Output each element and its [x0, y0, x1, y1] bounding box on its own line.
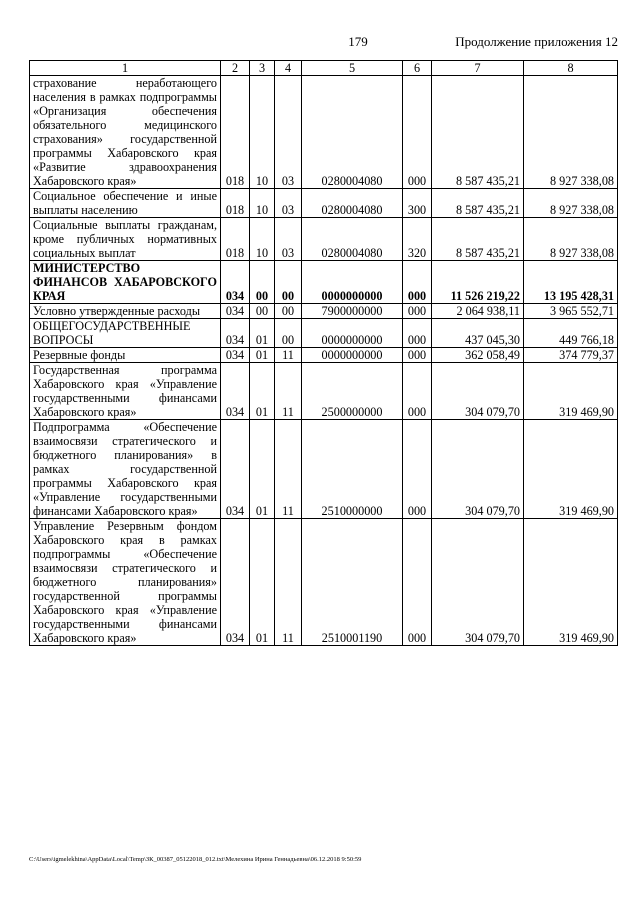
amount-year2-cell: 13 195 428,31 — [524, 261, 618, 304]
column-header: 2 — [221, 61, 250, 76]
amount-year2-cell: 319 469,90 — [524, 519, 618, 646]
ministry-code-cell: 034 — [221, 363, 250, 420]
amount-year2-cell: 319 469,90 — [524, 420, 618, 519]
column-header: 5 — [302, 61, 403, 76]
row-name-cell: Социальное обеспечение и иные выплаты населению — [30, 189, 221, 218]
amount-year2-cell: 3 965 552,71 — [524, 304, 618, 319]
table-row — [30, 218, 618, 261]
amount-year2-cell: 8 927 338,08 — [524, 76, 618, 189]
column-header: 4 — [275, 61, 302, 76]
expense-type-cell: 320 — [403, 218, 432, 261]
amount-year1-cell: 11 526 219,22 — [432, 261, 524, 304]
row-name-cell: Социальные выплаты гражданам, кроме публичных нормативных социальных выплат — [30, 218, 221, 261]
ministry-code-cell: 018 — [221, 76, 250, 189]
subsection-code-cell: 00 — [275, 261, 302, 304]
expense-type-cell: 000 — [403, 76, 432, 189]
table-row — [30, 304, 618, 319]
row-name-cell: Условно утвержденные расходы — [30, 304, 221, 319]
column-header: 7 — [432, 61, 524, 76]
row-name-cell: Управление Резервным фондом Хабаровского края в рамках подпрограммы «Обеспечение взаимосвязи стратегического и бюджетного планирования» государственной программы Хабаровского края «Управление государственными финансами Хабаровского края» — [30, 519, 221, 646]
target-article-cell: 0000000000 — [302, 319, 403, 348]
amount-year1-cell: 304 079,70 — [432, 420, 524, 519]
ministry-code-cell: 018 — [221, 189, 250, 218]
expense-type-cell: 000 — [403, 519, 432, 646]
row-name-cell: страхование неработающего населения в рамках подпрограммы «Организация обеспечения обязательного медицинского страхования» государственной программы Хабаровского края «Развитие здравоохранения Хабаровского края» — [30, 76, 221, 189]
amount-year1-cell: 8 587 435,21 — [432, 218, 524, 261]
amount-year2-cell: 374 779,37 — [524, 348, 618, 363]
amount-year1-cell: 8 587 435,21 — [432, 76, 524, 189]
section-code-cell: 10 — [250, 218, 275, 261]
table-row — [30, 319, 618, 348]
ministry-code-cell: 018 — [221, 218, 250, 261]
table-row — [30, 519, 618, 646]
subsection-code-cell: 11 — [275, 348, 302, 363]
column-header: 1 — [30, 61, 221, 76]
subsection-code-cell: 03 — [275, 218, 302, 261]
subsection-code-cell: 11 — [275, 420, 302, 519]
ministry-code-cell: 034 — [221, 420, 250, 519]
amount-year1-cell: 437 045,30 — [432, 319, 524, 348]
column-header: 3 — [250, 61, 275, 76]
amount-year2-cell: 8 927 338,08 — [524, 218, 618, 261]
amount-year1-cell: 304 079,70 — [432, 519, 524, 646]
section-code-cell: 10 — [250, 76, 275, 189]
target-article-cell: 2500000000 — [302, 363, 403, 420]
ministry-code-cell: 034 — [221, 319, 250, 348]
expense-type-cell: 300 — [403, 189, 432, 218]
continuation-label: Продолжение приложения 12 — [455, 34, 618, 49]
table-row — [30, 420, 618, 519]
amount-year2-cell: 8 927 338,08 — [524, 189, 618, 218]
row-name-cell: ОБЩЕГОСУДАРСТВЕННЫЕ ВОПРОСЫ — [30, 319, 221, 348]
expense-type-cell: 000 — [403, 363, 432, 420]
column-header: 6 — [403, 61, 432, 76]
table-row — [30, 348, 618, 363]
ministry-code-cell: 034 — [221, 348, 250, 363]
expense-type-cell: 000 — [403, 261, 432, 304]
target-article-cell: 0280004080 — [302, 189, 403, 218]
amount-year1-cell: 362 058,49 — [432, 348, 524, 363]
expense-type-cell: 000 — [403, 319, 432, 348]
section-code-cell: 00 — [250, 304, 275, 319]
target-article-cell: 0280004080 — [302, 218, 403, 261]
row-name-cell: Подпрограмма «Обеспечение взаимосвязи стратегического и бюджетного планирования» в рамках государственной программы Хабаровского края «Управление государственными финансами Хабаровского края» — [30, 420, 221, 519]
budget-table — [29, 60, 618, 646]
table-header-row — [30, 61, 618, 76]
table-row — [30, 76, 618, 189]
section-code-cell: 01 — [250, 319, 275, 348]
amount-year2-cell: 319 469,90 — [524, 363, 618, 420]
amount-year1-cell: 2 064 938,11 — [432, 304, 524, 319]
table-row — [30, 189, 618, 218]
target-article-cell: 0000000000 — [302, 348, 403, 363]
section-code-cell: 10 — [250, 189, 275, 218]
subsection-code-cell: 03 — [275, 76, 302, 189]
row-name-cell: Резервные фонды — [30, 348, 221, 363]
subsection-code-cell: 11 — [275, 363, 302, 420]
table-row — [30, 261, 618, 304]
subsection-code-cell: 00 — [275, 304, 302, 319]
subsection-code-cell: 03 — [275, 189, 302, 218]
section-code-cell: 01 — [250, 519, 275, 646]
table-body — [30, 76, 618, 646]
row-name-cell: Государственная программа Хабаровского края «Управление государственными финансами Хабаровского края» — [30, 363, 221, 420]
expense-type-cell: 000 — [403, 348, 432, 363]
page-number: 179 — [348, 34, 368, 49]
amount-year1-cell: 8 587 435,21 — [432, 189, 524, 218]
section-code-cell: 00 — [250, 261, 275, 304]
expense-type-cell: 000 — [403, 420, 432, 519]
target-article-cell: 0000000000 — [302, 261, 403, 304]
target-article-cell: 2510001190 — [302, 519, 403, 646]
section-code-cell: 01 — [250, 420, 275, 519]
footer-file-path: C:\Users\igmelekhina\AppData\Local\Temp\ЗК_00387_05122018_012.txt\Мелехина Ирина Геннадьевна\06.12.2018 9:50:59 — [29, 856, 362, 863]
ministry-code-cell: 034 — [221, 519, 250, 646]
table-row — [30, 363, 618, 420]
amount-year2-cell: 449 766,18 — [524, 319, 618, 348]
target-article-cell: 0280004080 — [302, 76, 403, 189]
row-name-cell: МИНИСТЕРСТВО ФИНАНСОВ ХАБАРОВСКОГО КРАЯ — [30, 261, 221, 304]
section-code-cell: 01 — [250, 348, 275, 363]
target-article-cell: 7900000000 — [302, 304, 403, 319]
amount-year1-cell: 304 079,70 — [432, 363, 524, 420]
ministry-code-cell: 034 — [221, 304, 250, 319]
target-article-cell: 2510000000 — [302, 420, 403, 519]
section-code-cell: 01 — [250, 363, 275, 420]
column-header: 8 — [524, 61, 618, 76]
expense-type-cell: 000 — [403, 304, 432, 319]
subsection-code-cell: 00 — [275, 319, 302, 348]
subsection-code-cell: 11 — [275, 519, 302, 646]
ministry-code-cell: 034 — [221, 261, 250, 304]
